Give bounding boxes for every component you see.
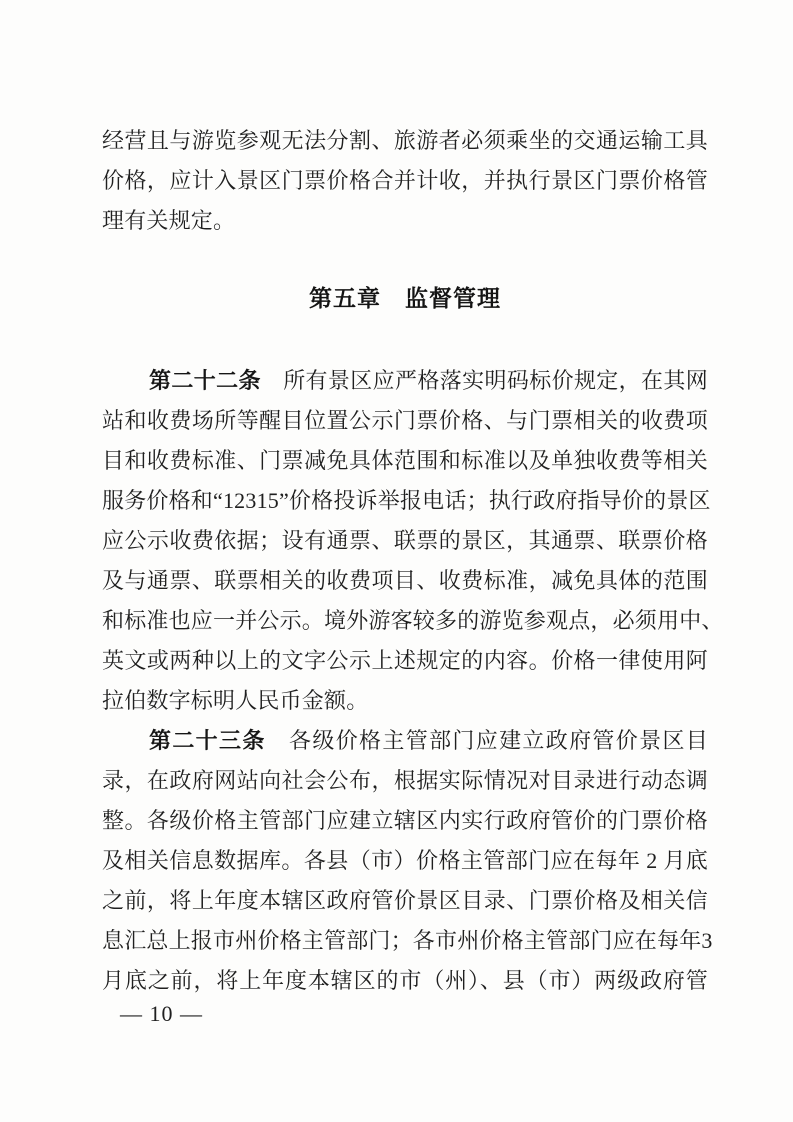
para-article-22-line: 第二十二条 所有景区应严格落实明码标价规定，在其网 xyxy=(149,368,708,393)
para-article-23-line: 第二十三条 各级价格主管部门应建立政府管价景区目 xyxy=(149,728,708,753)
para-article-23-line: 息汇总上报市州价格主管部门；各市州价格主管部门应在每年3 xyxy=(102,928,713,953)
para-article-22-line: 及与通票、联票相关的收费项目、收费标准，减免具体的范围 xyxy=(102,568,708,593)
para-continuation-line: 理有关规定。 xyxy=(102,208,236,233)
para-article-23-line: 月底之前，将上年度本辖区的市（州）、县（市）两级政府管 xyxy=(102,968,708,993)
para-article-22-line: 拉伯数字标明人民币金额。 xyxy=(102,688,369,713)
para-article-22-line: 服务价格和“12315”价格投诉举报电话；执行政府指导价的景区 xyxy=(102,488,711,513)
para-article-23-line: 整。各级价格主管部门应建立辖区内实行政府管价的门票价格 xyxy=(102,808,708,833)
para-article-22-line: 应公示收费依据；设有通票、联票的景区，其通票、联票价格 xyxy=(102,528,708,553)
para-article-23-line: 及相关信息数据库。各县（市）价格主管部门应在每年 2 月底 xyxy=(102,848,708,873)
para-article-23-line: 之前，将上年度本辖区政府管价景区目录、门票价格及相关信 xyxy=(102,888,708,913)
para-article-22-line: 目和收费标准、门票减免具体范围和标准以及单独收费等相关 xyxy=(102,448,708,473)
para-article-23-line: 录，在政府网站向社会公布，根据实际情况对目录进行动态调 xyxy=(102,768,708,793)
para-article-22-line: 英文或两种以上的文字公示上述规定的内容。价格一律使用阿 xyxy=(102,648,708,673)
para-article-22-line: 站和收费场所等醒目位置公示门票价格、与门票相关的收费项 xyxy=(102,408,708,433)
para-continuation-line: 经营且与游览参观无法分割、旅游者必须乘坐的交通运输工具 xyxy=(102,128,708,153)
para-article-22-line: 和标准也应一并公示。境外游客较多的游览参观点，必须用中、 xyxy=(102,608,724,633)
document-body xyxy=(102,121,724,1001)
chapter-heading: 第五章 监督管理 xyxy=(309,286,501,311)
para-continuation-line: 价格，应计入景区门票价格合并计收，并执行景区门票价格管 xyxy=(102,168,708,193)
page-number: — 10 — xyxy=(120,1001,203,1026)
